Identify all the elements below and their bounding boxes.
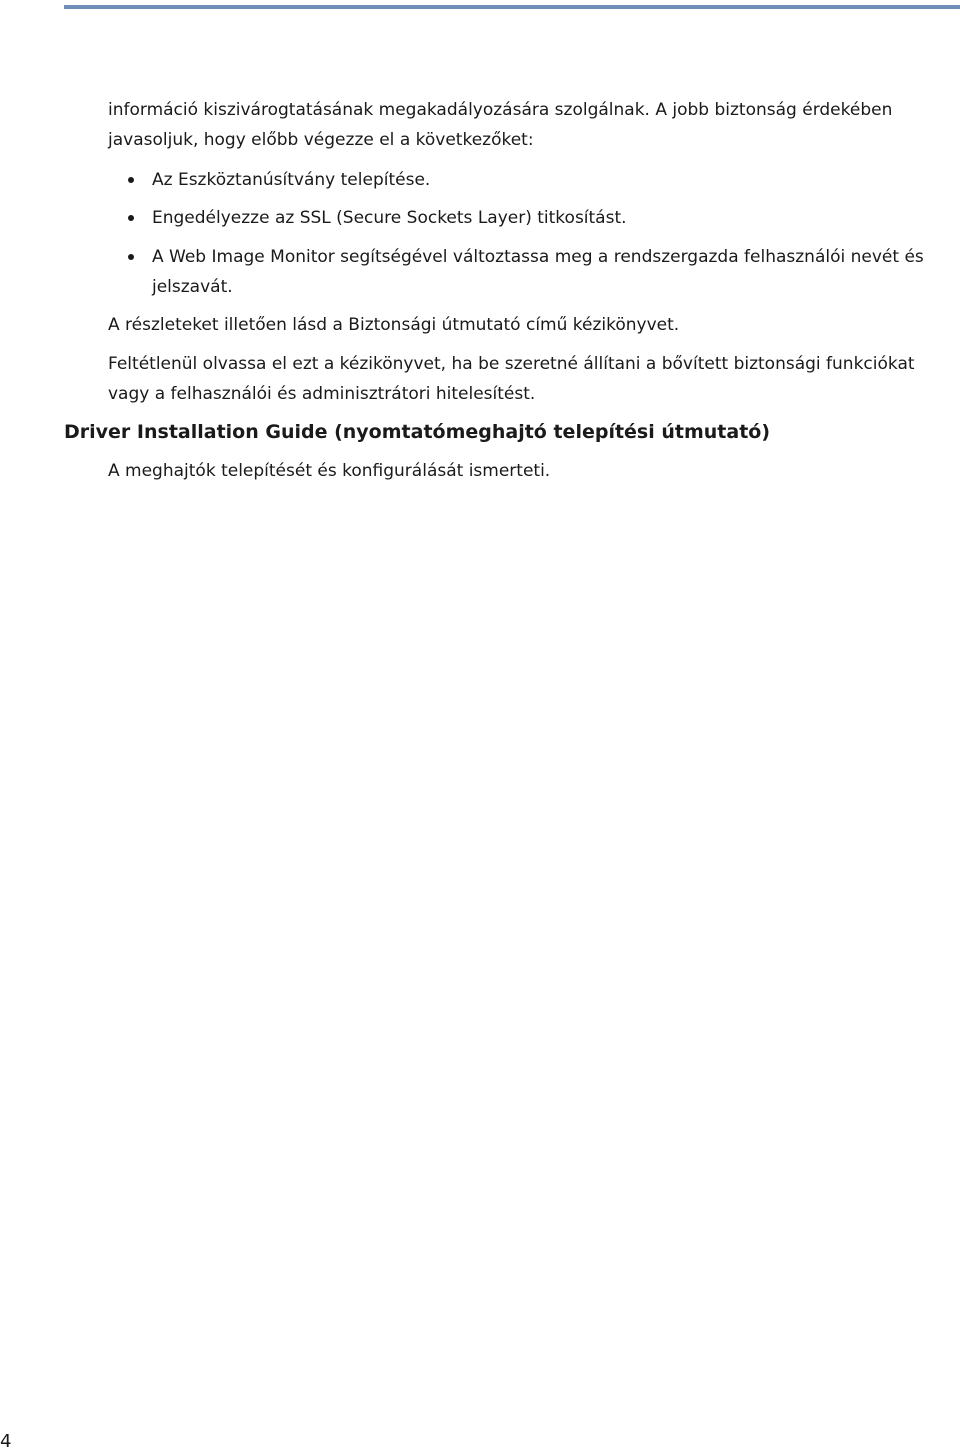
section-description: A meghajtók telepítését és konfigurálását ismerteti.: [108, 461, 551, 481]
mandatory-paragraph-line-2: vagy a felhasználói és adminisztrátori hitelesítést.: [108, 384, 536, 404]
bullet-dot-icon: [128, 254, 134, 260]
intro-paragraph-line-1: információ kiszivárogtatásának megakadályozására szolgálnak. A jobb biztonság érdekében: [108, 100, 893, 120]
mandatory-paragraph-line-1: Feltétlenül olvassa el ezt a kézikönyvet, ha be szeretné állítani a bővített biztonsági funkciókat: [108, 354, 915, 374]
bullet-item-certificate: [128, 165, 948, 195]
bullet-item-ssl: [128, 203, 948, 233]
section-heading: Driver Installation Guide (nyomtatómeghajtó telepítési útmutató): [64, 421, 771, 443]
bullet-text: Az Eszköztanúsítvány telepítése.: [152, 170, 431, 190]
bullet-text: Engedélyezze az SSL (Secure Sockets Layer) titkosítást.: [152, 208, 627, 228]
bullet-item-web-image-monitor: [128, 242, 948, 302]
bullet-dot-icon: [128, 215, 134, 221]
page-number: 4: [0, 1431, 12, 1452]
bullet-text-line-1: A Web Image Monitor segítségével változtassa meg a rendszergazda felhasználói nevét és: [152, 247, 924, 267]
intro-paragraph-line-2: javasoljuk, hogy előbb végezze el a következőket:: [108, 130, 534, 150]
details-note: A részleteket illetően lásd a Biztonsági útmutató című kézikönyvet.: [108, 315, 680, 335]
bullet-dot-icon: [128, 177, 134, 183]
bullet-text-line-2: jelszavát.: [152, 277, 233, 297]
top-divider-rule: [64, 5, 960, 9]
